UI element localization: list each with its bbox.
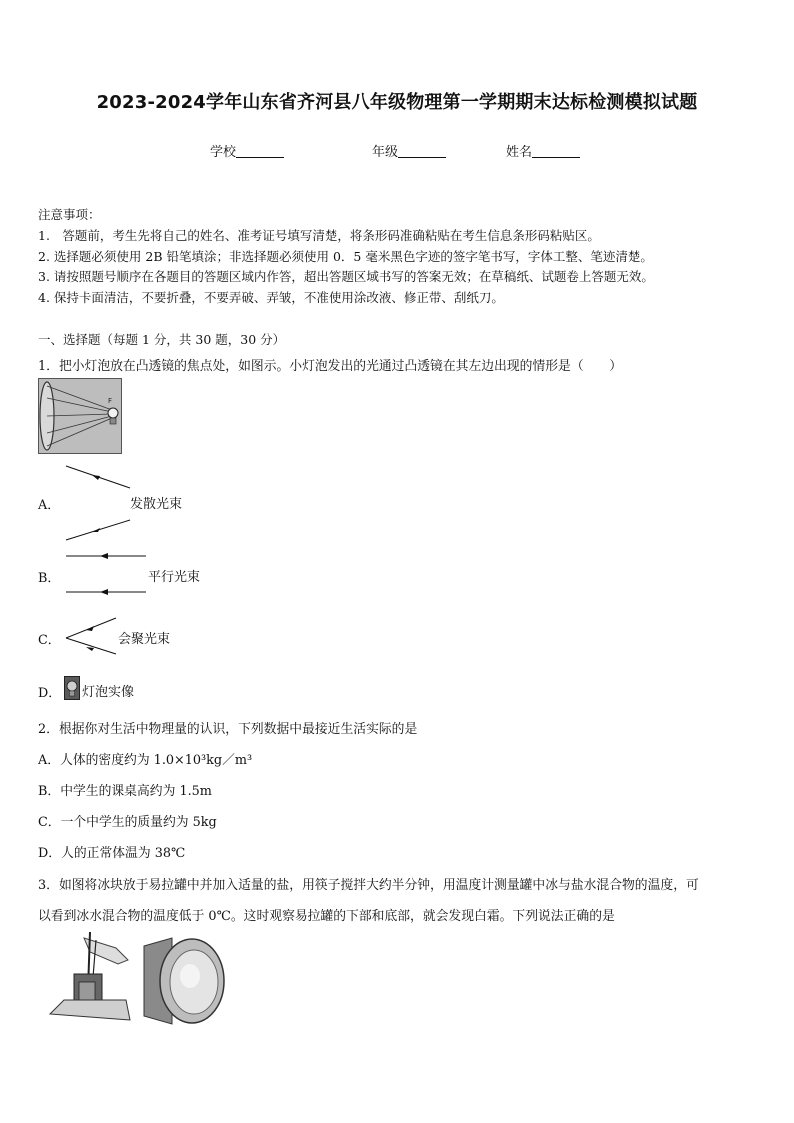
school-blank — [236, 145, 284, 158]
question-2-stem: 2．根据你对生活中物理量的认识，下列数据中最接近生活实际的是 — [38, 722, 418, 737]
grade-label: 年级 — [372, 145, 399, 160]
grade-field — [372, 141, 446, 160]
note-item: 1. 答题前，考生先将自己的姓名、准考证号填写清楚，将条形码准确粘贴在考生信息条形码粘贴区。 — [38, 228, 600, 243]
section-heading: 一、选择题（每题 1 分，共 30 题，30 分） — [38, 332, 286, 347]
question-2-option-a: A．人体的密度约为 1.0×10³kg／m³ — [38, 753, 253, 768]
name-blank — [532, 145, 580, 158]
option-a-diagram — [64, 464, 134, 544]
question-2-option-b: B．中学生的课桌高约为 1.5m — [38, 784, 212, 799]
svg-text:F: F — [108, 397, 113, 405]
can-frost-figure — [142, 936, 226, 1026]
note-item: 4. 保持卡面清洁，不要折叠，不要弄破、弄皱，不准使用涂改液、修正带、刮纸刀。 — [38, 290, 504, 305]
grade-blank — [398, 145, 446, 158]
school-label: 学校 — [210, 145, 237, 160]
lens-bulb-figure — [38, 378, 122, 454]
option-c-letter: C． — [38, 633, 61, 648]
option-b-letter: B． — [38, 571, 61, 586]
option-d-caption: 灯泡实像 — [82, 685, 135, 700]
name-label: 姓名 — [506, 145, 533, 160]
bulb-image-icon — [64, 676, 80, 700]
can-thermometer-figure — [44, 930, 132, 1026]
question-2-option-d: D．人的正常体温为 38℃ — [38, 846, 186, 861]
option-a-letter: A． — [38, 498, 61, 513]
question-2-option-c: C．一个中学生的质量约为 5kg — [38, 815, 217, 830]
question-3-stem-line-2: 以看到冰水混合物的温度低于 0℃。这时观察易拉罐的下部和底部，就会发现白霜。下列说法正确的是 — [38, 909, 615, 924]
question-1-stem: 1．把小灯泡放在凸透镜的焦点处，如图示。小灯泡发出的光通过凸透镜在其左边出现的情形是（ ） — [38, 359, 623, 374]
option-d-letter: D． — [38, 686, 62, 701]
school-field — [210, 141, 284, 160]
option-b-caption: 平行光束 — [148, 570, 201, 585]
option-b-diagram — [64, 550, 148, 596]
name-field — [506, 141, 580, 160]
option-c-caption: 会聚光束 — [118, 632, 171, 647]
question-3-stem-line-1: 3．如图将冰块放于易拉罐中并加入适量的盐，用筷子搅拌大约半分钟，用温度计测量罐中冰与盐水混合物的温度，可 — [38, 878, 699, 893]
notes-heading: 注意事项： — [38, 207, 101, 222]
note-item: 2. 选择题必须使用 2B 铅笔填涂；非选择题必须使用 0．5 毫米黑色字迹的签字笔书写，字体工整、笔迹清楚。 — [38, 249, 653, 264]
note-item: 3. 请按照题号顺序在各题目的答题区域内作答，超出答题区域书写的答案无效；在草稿纸、试题卷上答题无效。 — [38, 269, 654, 284]
option-c-diagram — [62, 616, 118, 656]
page-title: 2023-2024学年山东省齐河县八年级物理第一学期期末达标检测模拟试题 — [96, 92, 698, 113]
option-a-caption: 发散光束 — [130, 497, 183, 512]
